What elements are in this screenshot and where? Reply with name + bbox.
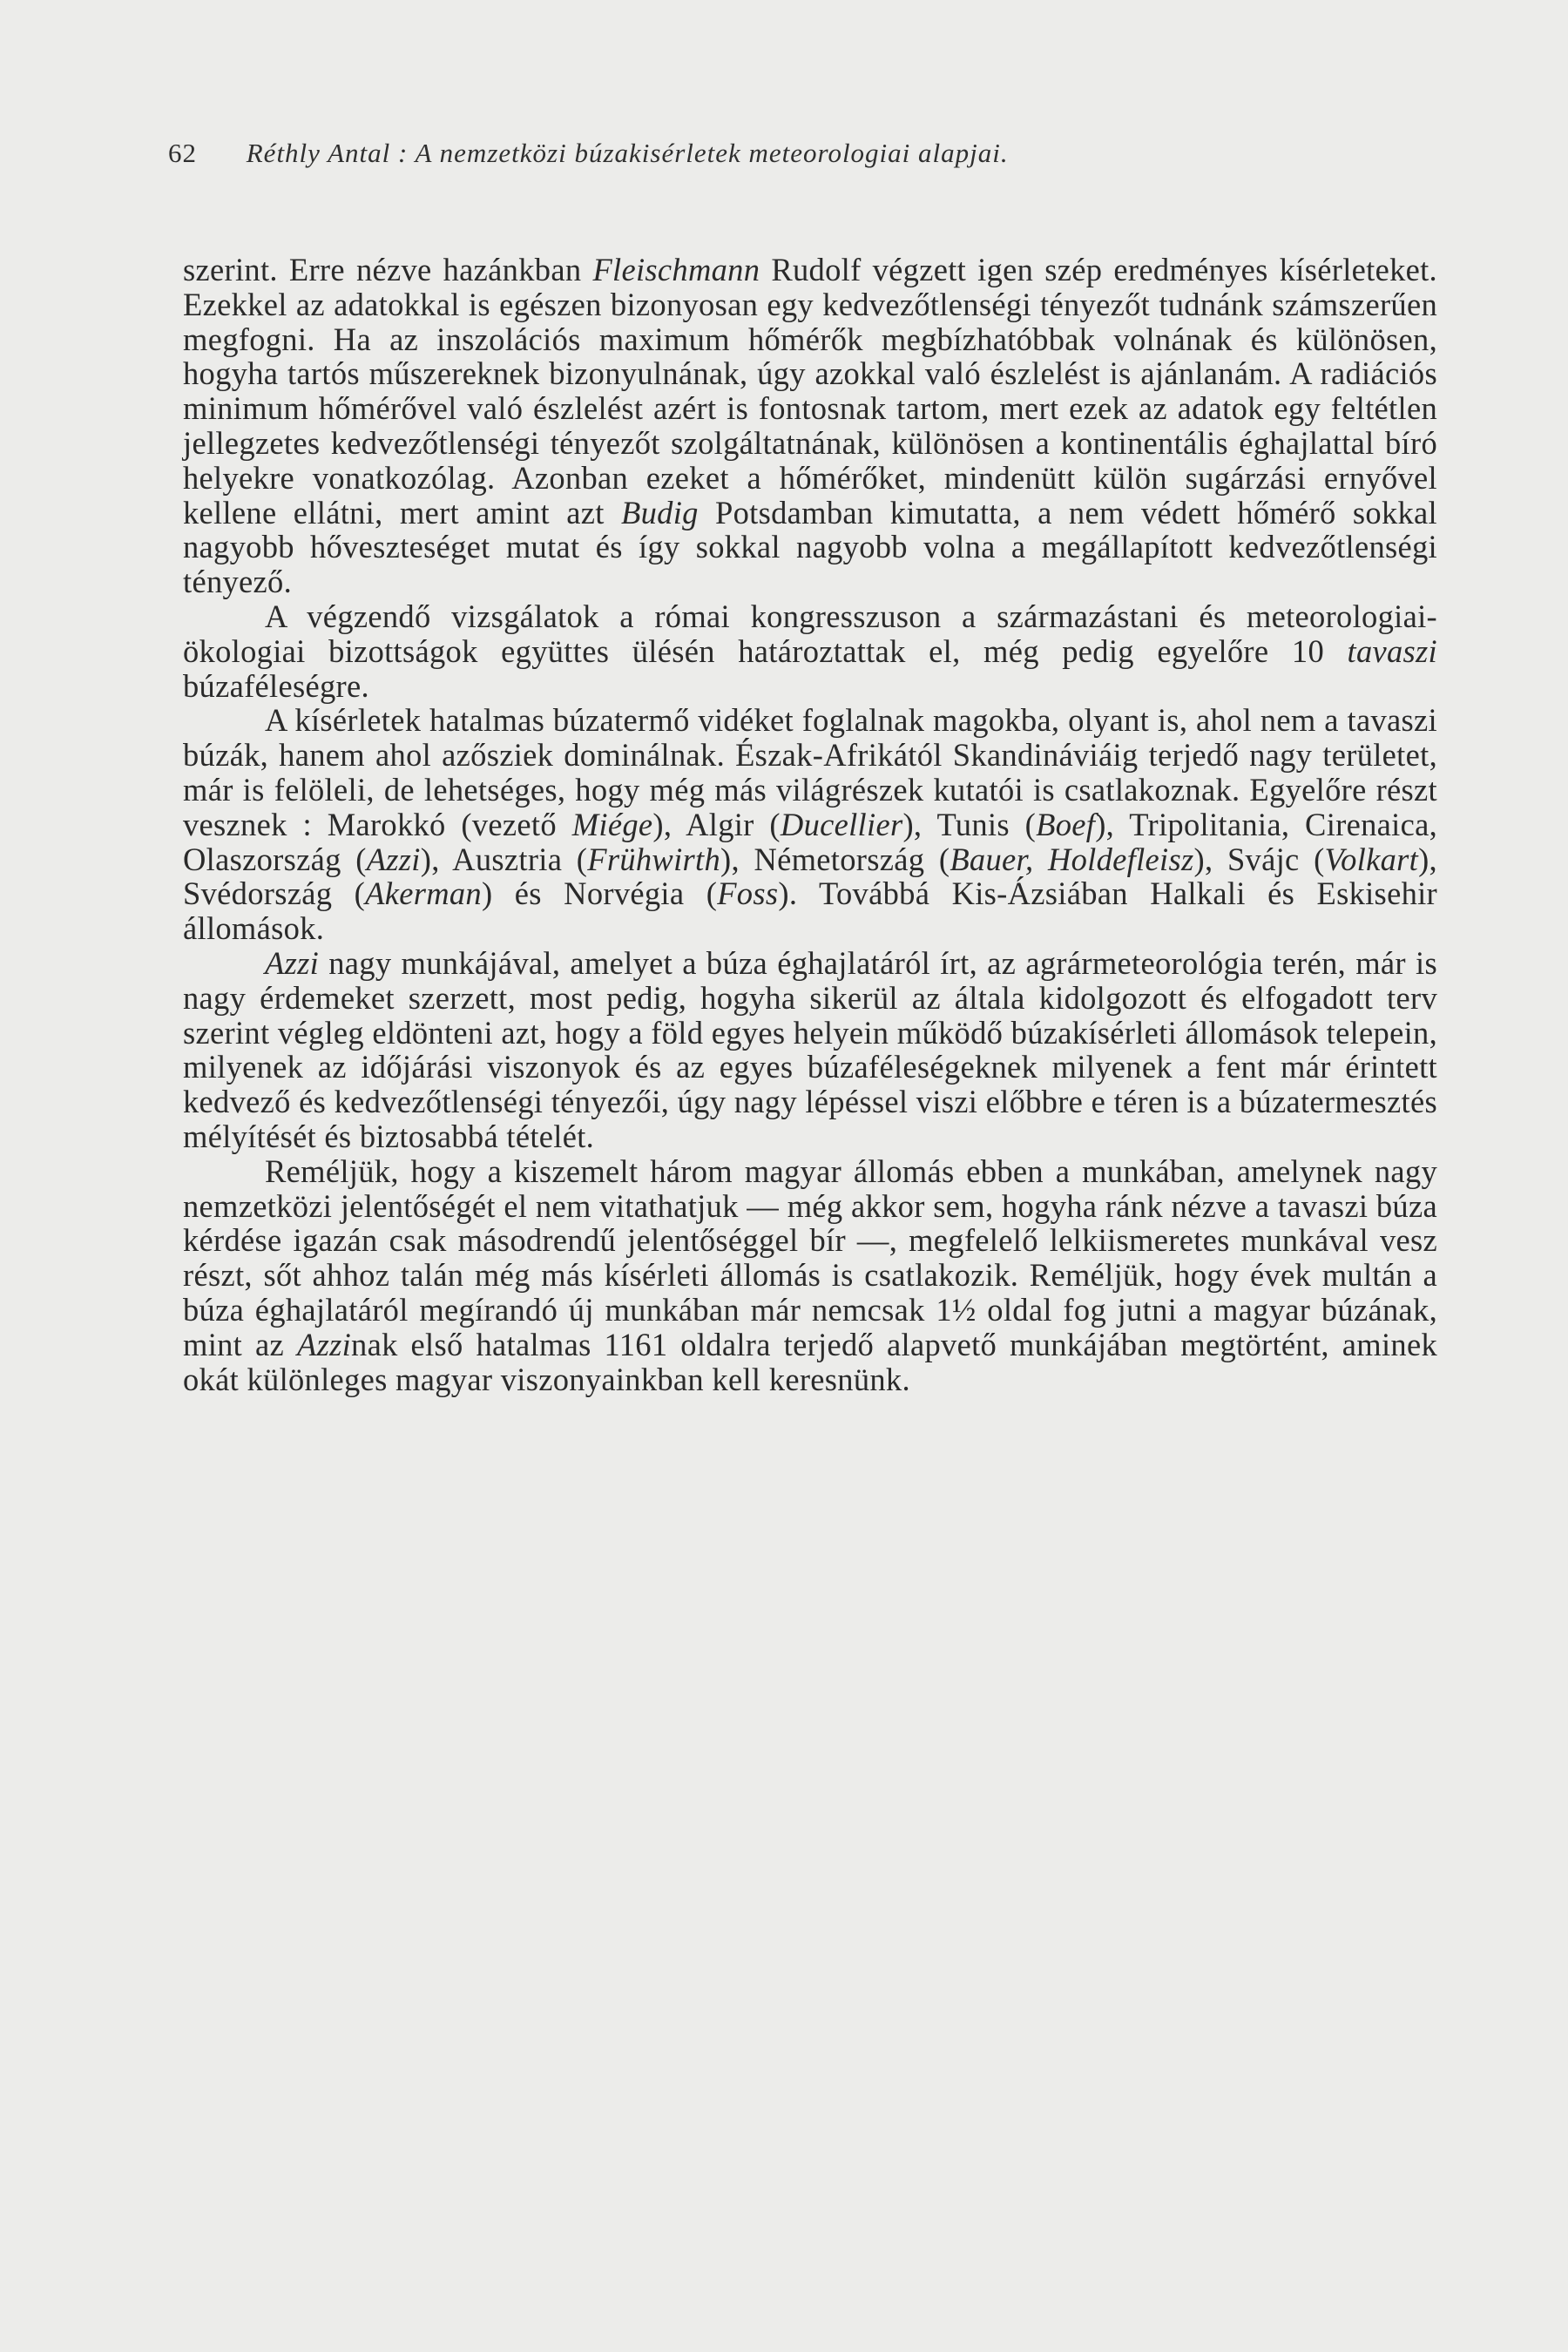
text-run: nagy munkájával, amelyet a búza éghajlatáról írt, az agrármeteorológia terén, már is nagy érdemeket szerzett, most pedig, hogyha sikerül az általa kidolgozott és elfogadott terv szerint végleg eldönteni azt, hogy a föld egyes helyein működő búzakísérleti állomások telepein, milyenek az időjárási viszonyok és az egyes búzaféleségeknek milyenek a fent már érintett kedvező és kedvezőtlenségi tényezői, úgy nagy lépéssel viszi előbbre e téren is a búzatermesztés mélyítését és biztosabbá tételét. [183, 944, 1437, 1154]
body-text [183, 253, 1437, 1396]
text-run: Potsdamban kimutatta, a nem védett hőmérő sokkal nagyobb hőveszteséget mutat és így sokkal nagyobb volna a megállapított kedvezőtlenségi tényező. [183, 494, 1437, 600]
italic-name: Frühwirth [587, 841, 721, 877]
italic-name: Fleischmann [592, 252, 760, 287]
paragraph-4 [183, 946, 1437, 1154]
text-run: ). Továbbá Kis-Ázsiában Halkali és Eskisehir állomások. [183, 875, 1438, 947]
italic-name: tavaszi [1347, 632, 1437, 669]
text-run: ), Svédország ( [183, 841, 1437, 912]
text-run: ) és Norvégia ( [481, 875, 718, 912]
text-run: Rudolf végzett igen szép eredményes kísérleteket. Ezekkel az adatokkal is egészen bizonyosan egy kedvezőtlenségi tényezőt tudnánk számszerűen megfogni. Ha az inszolációs maximum hőmérők megbízhatóbbak volnának és különösen, hogyha tartós műszereknek bizonyulnának, úgy azokkal való észlelést is ajánlanám. A radiációs minimum hőmérővel való észlelést azért is fontosnak tartom, mert ezek az adatok egy feltétlen jellegzetes kedvezőtlenségi tényezőt szolgáltatnának, különösen a kontinentális éghajlattal bíró helyekre vonatkozólag. Azonban ezeket a hőmérőket, mindenütt külön sugárzási ernyővel kellene ellátni, mert amint azt [183, 252, 1437, 531]
text-run: A végzendő vizsgálatok a római kongresszuson a származástani és meteorologiai-ökologiai bizottságok együttes ülésén határoztattak el, még pedig egyelőre 10 [183, 598, 1437, 669]
text-run: ), Svájc ( [1193, 841, 1325, 877]
text-run: ), Tunis ( [902, 806, 1037, 842]
text-run: szerint. Erre nézve hazánkban [183, 252, 593, 287]
running-header [168, 138, 1431, 169]
italic-name: Bauer, Holdefleisz [950, 841, 1194, 877]
italic-name: Miége [571, 806, 653, 842]
text-run: búzaféleségre. [183, 667, 369, 704]
paragraph-1 [183, 253, 1437, 599]
text-run: ), Ausztria ( [420, 841, 588, 877]
italic-name: Azzi [296, 1326, 352, 1362]
text-run: ), Németország ( [720, 841, 950, 877]
italic-name: Azzi [265, 944, 320, 981]
running-title: Réthly Antal : A nemzetközi búzakisérletek meteorologiai alapjai. [246, 138, 1009, 168]
italic-name: Boef [1036, 806, 1096, 842]
page-number: 62 [168, 138, 197, 168]
text-run: ), Tripolitania, Cirenaica, Olaszország ( [183, 806, 1438, 877]
italic-name: Ducellier [780, 806, 903, 842]
italic-name: Volkart [1324, 841, 1419, 877]
italic-name: Budig [621, 494, 699, 531]
text-run: Reméljük, hogy a kiszemelt három magyar állomás ebben a munkában, amelynek nagy nemzetközi jelentőségét el nem vitathatjuk — még akkor sem, hogyha ránk nézve a tavaszi búza kérdése igazán csak másodrendű jelentőséggel bír —, megfelelő lelkiismeretes munkával vesz részt, sőt ahhoz talán még más kísérleti állomás is csatlakozik. Reméljük, hogy évek multán a búza éghajlatáról megírandó új munkában már nemcsak 1½ oldal fog jutni a magyar búzának, mint az [183, 1152, 1437, 1362]
italic-name: Azzi [366, 841, 421, 877]
text-run: ), Algir ( [652, 806, 781, 842]
text-run: nak első hatalmas 1161 oldalra terjedő alapvető munkájában megtörtént, aminek okát különleges magyar viszonyainkban kell keresnünk. [183, 1326, 1437, 1397]
paragraph-3 [183, 703, 1437, 946]
italic-name: Foss [717, 875, 779, 912]
paragraph-5 [183, 1154, 1437, 1397]
text-run: A kísérletek hatalmas búzatermő vidéket foglalnak magokba, olyant is, ahol nem a tavaszi búzák, hanem ahol azősziek dominálnak. Észak-Afrikától Skandináviáig terjedő nagy területet, már is felöleli, de lehetséges, hogy még más világrészek kutatói is csatlakoznak. Egyelőre részt vesznek : Marokkó (vezető [183, 702, 1437, 842]
paragraph-2 [183, 599, 1437, 703]
italic-name: Akerman [365, 875, 482, 912]
